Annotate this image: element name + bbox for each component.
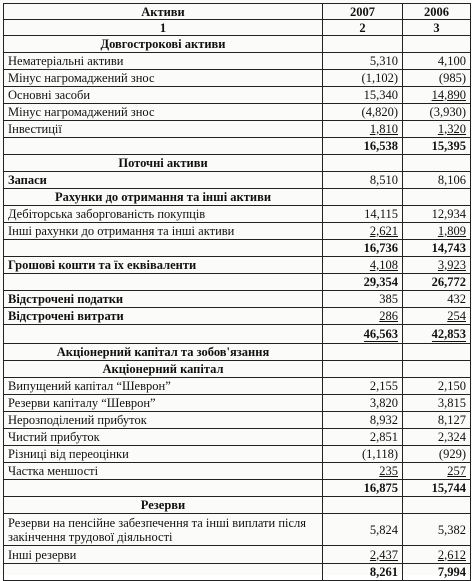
value-2006: 8,106 [403,172,471,189]
value-2007 [323,463,403,480]
table-row [4,53,471,70]
subtotal-2006: 15,744 [403,480,471,497]
double-underlined-value: 46,563 [364,327,398,344]
value-2007: 15,340 [323,87,403,104]
subtotal-2006: 14,743 [403,240,471,257]
subtotal-2006: 26,772 [403,274,471,291]
underlined-value: 2,621 [369,224,398,238]
value-2007 [323,308,403,325]
table-row [4,463,471,480]
row-label: Основні засоби [4,87,323,104]
row-label: Запаси [4,172,323,189]
value-2006 [403,497,471,514]
value-2006: (985) [403,70,471,87]
row-label [4,564,323,581]
table-row [4,87,471,104]
value-2006 [403,546,471,564]
value-2006 [403,121,471,138]
row-label: Резерви на пенсійне забезпечення та інші виплати після закінчення трудової діяльності [4,514,323,546]
value-2007: (4,820) [323,104,403,121]
double-underlined-value: 42,853 [432,327,466,344]
table-row [4,172,471,189]
section-header-row [4,189,471,206]
value-2006 [403,344,471,361]
table-row [4,104,471,121]
subtotal-2006: 15,395 [403,138,471,155]
value-2006 [403,308,471,325]
table-row [4,223,471,240]
subtotal-2006: 7,994 [403,564,471,581]
value-2007: (1,102) [323,70,403,87]
row-label: Грошові кошти та їх еквіваленти [4,257,323,274]
underlined-value: 2,437 [369,547,398,562]
row-label: Дебіторська заборгованість покупців [4,206,323,223]
section-header-row [4,344,471,361]
row-label: Відстрочені податки [4,291,323,308]
section-title: Акціонерний капітал та зобов'язання [4,344,323,361]
column-number-3: 3 [403,20,471,36]
row-label: Чистий прибуток [4,429,323,446]
table-row [4,546,471,564]
underlined-value: 14,890 [431,88,466,102]
value-2007 [323,497,403,514]
table-row [4,291,471,308]
value-2007 [323,361,403,378]
row-label: Частка меншості [4,463,323,480]
row-label [4,480,323,497]
underlined-value: 4,108 [369,258,398,272]
underlined-value: 2,612 [437,547,466,562]
value-2007: 14,115 [323,206,403,223]
table-row [4,121,471,138]
value-2006: 432 [403,291,471,308]
row-label: Нематеріальні активи [4,53,323,70]
value-2006: (929) [403,446,471,463]
value-2006: 2,324 [403,429,471,446]
value-2006 [403,36,471,53]
value-2007: 5,310 [323,53,403,70]
row-label: Різниці від переоцінки [4,446,323,463]
value-2007: 8,932 [323,412,403,429]
value-2007: 385 [323,291,403,308]
value-2006 [403,155,471,172]
value-2006: 2,150 [403,378,471,395]
table-row [4,429,471,446]
value-2007: 2,155 [323,378,403,395]
section-header-row [4,155,471,172]
row-label: Відстрочені витрати [4,308,323,325]
row-label: Мінус нагромаджений знос [4,104,323,121]
table-row [4,395,471,412]
table-row [4,206,471,223]
subtotal-row [4,138,471,155]
value-2007 [323,121,403,138]
underlined-value: 3,923 [437,258,466,272]
column-number-2: 2 [323,20,403,36]
table-row [4,257,471,274]
value-2007: 5,824 [323,514,403,546]
row-label [4,274,323,291]
row-label: Інші резерви [4,546,323,564]
subtotal-2007: 8,261 [323,564,403,581]
value-2007 [323,223,403,240]
value-2007: 8,510 [323,172,403,189]
table-row [4,514,471,546]
total-2006 [403,325,471,344]
subtotal-2007: 29,354 [323,274,403,291]
underlined-value: 286 [379,309,398,323]
value-2006: (3,930) [403,104,471,121]
header-row [4,4,471,20]
row-label: Інвестиції [4,121,323,138]
total-row [4,325,471,344]
section-title: Поточні активи [4,155,323,172]
row-label: Мінус нагромаджений знос [4,70,323,87]
underlined-value: 1,810 [369,122,398,136]
section-header-row [4,497,471,514]
underlined-value: 257 [447,464,466,478]
value-2006 [403,361,471,378]
value-2007: 3,820 [323,395,403,412]
section-title: Резерви [4,497,323,514]
row-label [4,138,323,155]
total-2007 [323,325,403,344]
balance-sheet-table [3,3,471,581]
value-2006: 8,127 [403,412,471,429]
table-row [4,308,471,325]
table-row [4,70,471,87]
subtotal-row [4,480,471,497]
value-2006 [403,463,471,480]
row-label: Випущений капітал “Шеврон” [4,378,323,395]
value-2007 [323,546,403,564]
value-2006 [403,257,471,274]
section-header-row [4,36,471,53]
section-title: Рахунки до отримання та інші активи [4,189,323,206]
section-title: Довгострокові активи [4,36,323,53]
subtotal-row [4,274,471,291]
underlined-value: 254 [447,309,466,323]
value-2007 [323,36,403,53]
value-2006: 5,382 [403,514,471,546]
header-label: Активи [4,4,323,20]
value-2007 [323,344,403,361]
subtotal-2007: 16,736 [323,240,403,257]
value-2007: (1,118) [323,446,403,463]
section-header-row [4,361,471,378]
column-number-1: 1 [4,20,323,36]
header-year-2007: 2007 [323,4,403,20]
header-year-2006: 2006 [403,4,471,20]
row-label: Резерви капіталу “Шеврон” [4,395,323,412]
value-2006: 12,934 [403,206,471,223]
value-2007: 2,851 [323,429,403,446]
value-2006: 4,100 [403,53,471,70]
row-label: Інші рахунки до отримання та інші активи [4,223,323,240]
value-2006: 3,815 [403,395,471,412]
row-label [4,325,323,344]
column-number-row [4,20,471,36]
underlined-value: 1,809 [437,224,466,238]
table-row [4,412,471,429]
value-2007 [323,257,403,274]
table-row [4,378,471,395]
section-title: Акціонерний капітал [4,361,323,378]
value-2006 [403,189,471,206]
underlined-value: 1,320 [437,122,466,136]
row-label [4,240,323,257]
value-2007 [323,189,403,206]
subtotal-row [4,564,471,581]
subtotal-2007: 16,538 [323,138,403,155]
value-2006 [403,223,471,240]
table-row [4,446,471,463]
subtotal-2007: 16,875 [323,480,403,497]
underlined-value: 235 [379,464,398,478]
row-label: Нерозподілений прибуток [4,412,323,429]
subtotal-row [4,240,471,257]
value-2007 [323,155,403,172]
value-2006 [403,87,471,104]
